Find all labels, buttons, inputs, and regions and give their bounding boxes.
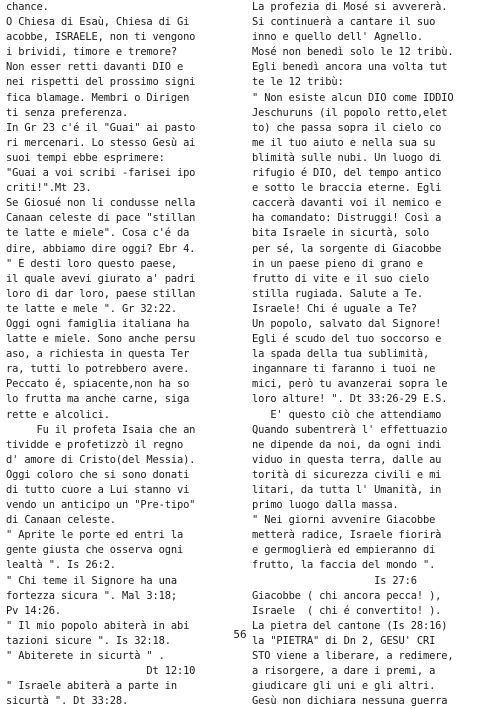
- text-line: te le 12 tribù:: [252, 76, 344, 89]
- text-line: criti!".Mt 23.: [6, 182, 92, 195]
- text-line: e sotto le braccia eterne. Egli: [252, 182, 442, 195]
- text-line: Si continuerà a cantare il suo: [252, 16, 436, 29]
- text-line: te latte e miele". Cosa c'é da: [6, 227, 190, 240]
- text-line: Israele! Chi é uguale a Te?: [252, 302, 417, 315]
- text-line: a risorgere, a dare i premi, a: [252, 665, 436, 678]
- text-line: Pv 14:26.: [6, 604, 61, 617]
- text-line: frutto di vite e il suo cielo: [252, 272, 430, 285]
- text-line: lealtà ". Is 26:2.: [6, 559, 116, 572]
- text-line: " Israele abiterà a parte in: [6, 680, 177, 693]
- text-line: i brividi, timore e tremore?: [6, 46, 177, 59]
- text-line: per sé, la sorgente di Giacobbe: [252, 242, 442, 255]
- text-line: Egli benedì ancora una volta tut: [252, 61, 448, 74]
- text-line: giudicare gli uni e gli altri.: [252, 680, 436, 693]
- text-line: blimità sulle nubi. Un luogo di: [252, 151, 442, 164]
- text-line: fica blamage. Membri o Dirigen: [6, 91, 190, 104]
- text-line: O Chiesa di Esaù, Chiesa di Gi: [6, 16, 190, 29]
- text-line: STO viene a liberare, a redimere,: [252, 650, 454, 663]
- text-line: in un paese pieno di grano e: [252, 257, 423, 270]
- text-line: La profezia di Mosé si avvererà.: [252, 1, 448, 13]
- text-line: ha comandato: Distruggi! Così a: [252, 212, 442, 225]
- text-line: frutto, la faccia del mondo ".: [252, 559, 436, 572]
- text-line: Fu il profeta Isaia che an: [6, 423, 196, 436]
- text-line: Israele ( chi é convertito! ).: [252, 604, 442, 617]
- text-line: Non esser retti davanti DIO e: [6, 61, 184, 74]
- text-line: nei rispetti del prossimo signi: [6, 76, 196, 89]
- text-line: " Nei giorni avvenire Giacobbe: [252, 514, 436, 527]
- text-line: torità di sicurezza civili e mi: [252, 468, 442, 481]
- text-line: la spada della tua sublimità,: [252, 348, 430, 361]
- text-line: ingannare ti faranno i tuoi ne: [252, 363, 436, 376]
- text-line: Dt 12:10: [6, 665, 196, 678]
- text-line: latte e miele. Sono anche persu: [6, 333, 196, 346]
- text-line: Giacobbe ( chi ancora pecca! ),: [252, 589, 442, 602]
- text-line: chance.: [6, 1, 49, 13]
- text-line: te latte e mele ". Gr 32:22.: [6, 302, 177, 315]
- text-line: ne dipende da noi, da ogni indi: [252, 438, 442, 451]
- text-line: " Aprite le porte ed entri la: [6, 529, 184, 542]
- text-line: Egli é scudo del tuo soccorso e: [252, 333, 442, 346]
- text-line: Gesù non dichiara nessuna guerra: [252, 695, 448, 708]
- text-line: vendo un anticipo un "Pre-tipo": [6, 499, 196, 512]
- text-line: Peccato é, spiacente,non ha so: [6, 378, 190, 391]
- text-line: Se Giosué non li condusse nella: [6, 197, 196, 210]
- text-line: gente giusta che osserva ogni: [6, 544, 184, 557]
- text-line: di Canaan celeste.: [6, 514, 116, 527]
- text-line: caccerà davanti voi il nemico e: [252, 197, 442, 210]
- text-line: sicurtà ". Dt 33:28.: [6, 695, 129, 708]
- text-line: " Il mio popolo abiterà in abi: [6, 619, 190, 632]
- text-line: me il tuo aiuto e nella sua su: [252, 136, 436, 149]
- text-line: viduo in questa terra, dalle au: [252, 453, 442, 466]
- text-line: Is 27:6: [252, 574, 417, 587]
- text-line: tividde e profetizzò il regno: [6, 438, 184, 451]
- text-line: rifugio é DIO, del tempo antico: [252, 167, 442, 180]
- text-line: Canaan celeste di pace "stillan: [6, 212, 196, 225]
- text-line: Oggi ogni famiglia italiana ha: [6, 317, 190, 330]
- right-text-column: [252, 0, 474, 709]
- text-line: " E desti loro questo paese,: [6, 257, 177, 270]
- text-line: suoi tempi ebbe esprimere:: [6, 151, 165, 164]
- text-line: tazioni sicure ". Is 32:18.: [6, 634, 171, 647]
- text-line: Un popolo, salvato dal Signore!: [252, 317, 442, 330]
- text-line: primo luogo dalla massa.: [252, 499, 399, 512]
- text-line: acobbe, ISRAELE, non ti vengono: [6, 31, 196, 44]
- text-line: ti senza preferenza.: [6, 106, 129, 119]
- text-line: di tutto cuore a Lui stanno vi: [6, 484, 190, 496]
- text-line: "Guai a voi scribi -farisei ipo: [6, 167, 196, 180]
- text-line: d' amore di Cristo(del Messia).: [6, 453, 196, 466]
- text-line: to) che passa sopra il cielo co: [252, 121, 442, 134]
- text-line: Mosé non benedì solo le 12 tribù.: [252, 46, 454, 59]
- left-text-column: [6, 0, 240, 709]
- text-line: dire, abbiamo dire oggi? Ebr 4.: [6, 242, 196, 255]
- text-line: mici, però tu avanzerai sopra le: [252, 378, 448, 391]
- text-line: aso, a richiesta in questa Ter: [6, 348, 190, 361]
- text-line: bita Israele in sicurtà, solo: [252, 227, 430, 240]
- text-line: inno e quello dell' Agnello.: [252, 31, 423, 44]
- text-line: e germoglierà ed empieranno di: [252, 544, 436, 557]
- text-line: litari, da tutta l' Umanità, in: [252, 484, 442, 496]
- text-line: " Chi teme il Signore ha una: [6, 574, 177, 587]
- text-line: La pietra del cantone (Is 28:16): [252, 619, 448, 632]
- text-line: " Non esiste alcun DIO come IDDIO: [252, 91, 454, 104]
- text-line: stilla rugiada. Salute a Te.: [252, 287, 423, 300]
- text-line: la "PIETRA" di Dn 2, GESU' CRI: [252, 634, 436, 647]
- text-line: il quale avevi giurato a' padri: [6, 272, 196, 285]
- text-line: Jeschuruns (il popolo retto,elet: [252, 106, 448, 119]
- text-line: E' questo ciò che attendiamo: [252, 408, 442, 421]
- page-number: 56: [233, 628, 247, 641]
- text-line: Quando subentrerà l' effettuazio: [252, 423, 448, 436]
- text-line: rette e alcolici.: [6, 408, 110, 421]
- text-line: fortezza sicura ". Mal 3:18;: [6, 589, 177, 602]
- text-line: loro alture! ". Dt 33:26-29 E.S.: [252, 393, 448, 406]
- text-line: ri mercenari. Lo stesso Gesù ai: [6, 136, 196, 149]
- text-line: " Abiterete in sicurtà " .: [6, 650, 165, 663]
- text-line: lo frutta ma anche carne, siga: [6, 393, 190, 406]
- text-line: Oggi coloro che si sono donati: [6, 468, 190, 481]
- text-line: In Gr 23 c'é il "Guai" ai pasto: [6, 121, 196, 134]
- text-line: metterà radice, Israele fiorirà: [252, 529, 442, 542]
- text-line: ra, tutti lo potrebbero avere.: [6, 363, 190, 376]
- text-line: loro di dar loro, paese stillan: [6, 287, 196, 300]
